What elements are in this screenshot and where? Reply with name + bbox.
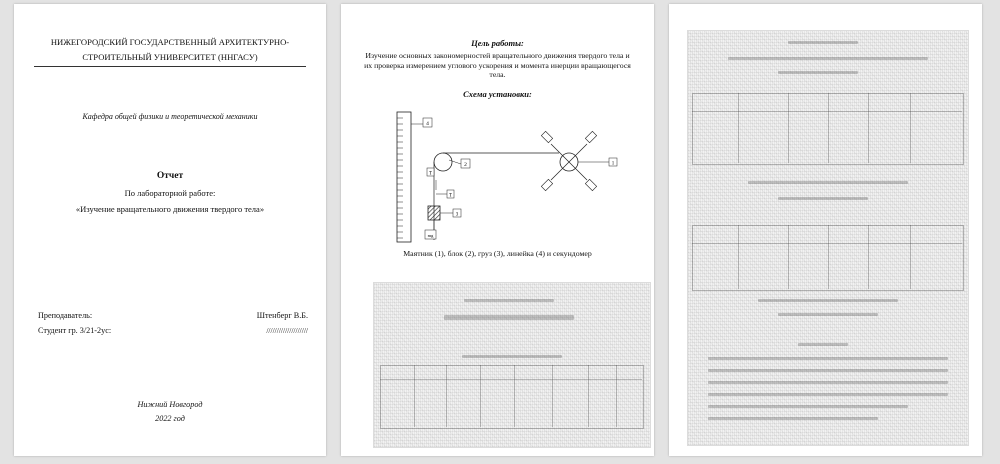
title-page xyxy=(14,4,326,456)
title-divider xyxy=(34,66,306,67)
university-name xyxy=(14,35,326,65)
university-line-1: НИЖЕГОРОДСКИЙ ГОСУДАРСТВЕННЫЙ АРХИТЕКТУРНО- xyxy=(50,37,290,47)
weight xyxy=(428,206,440,220)
blurred-formulas-table xyxy=(373,282,651,448)
goal-text: Изучение основных закономерностей вращательного движения твердого тела и их проверка измерением углового ускорения и момента инерции вращающегося тела. xyxy=(364,51,631,79)
block-pulley xyxy=(434,153,452,171)
report-title: Отчет xyxy=(156,171,184,181)
calculations-page xyxy=(669,4,982,456)
year: 2022 год xyxy=(155,414,185,423)
goal-heading: Цель работы: xyxy=(471,38,524,48)
student-label: Студент гр. 3/21-2ус: xyxy=(38,326,112,335)
teacher-name: Штенберг В.Б. xyxy=(256,311,308,320)
pendulum-label: 1 xyxy=(611,161,615,167)
department: Кафедра общей физики и теоретической механики xyxy=(82,112,258,121)
teacher-label: Преподаватель: xyxy=(38,311,93,320)
student-signature: //////////////////// xyxy=(266,326,308,335)
university-line-2: СТРОИТЕЛЬНЫЙ УНИВЕРСИТЕТ (ННГАСУ) xyxy=(82,52,258,62)
scheme-heading: Схема установки: xyxy=(463,89,532,99)
setup-page xyxy=(341,4,654,456)
tension-bottom-label: T xyxy=(448,193,453,199)
diagram-caption: Маятник (1), блок (2), груз (3), линейка (4) и секундомер xyxy=(403,249,592,258)
gravity-label: mg xyxy=(427,233,434,238)
report-subtitle: По лабораторной работе: xyxy=(124,188,216,198)
report-topic: «Изучение вращательного движения твердого тела» xyxy=(75,204,265,214)
pendulum xyxy=(541,131,596,190)
block-label: 2 xyxy=(464,162,467,168)
weight-label: 3 xyxy=(455,212,459,218)
ruler-label: 4 xyxy=(426,121,429,127)
blurred-calculations xyxy=(687,30,969,446)
city: Нижний Новгород xyxy=(137,400,203,409)
setup-diagram xyxy=(391,110,621,244)
tension-top-label: T xyxy=(428,171,433,177)
ruler xyxy=(397,112,411,242)
